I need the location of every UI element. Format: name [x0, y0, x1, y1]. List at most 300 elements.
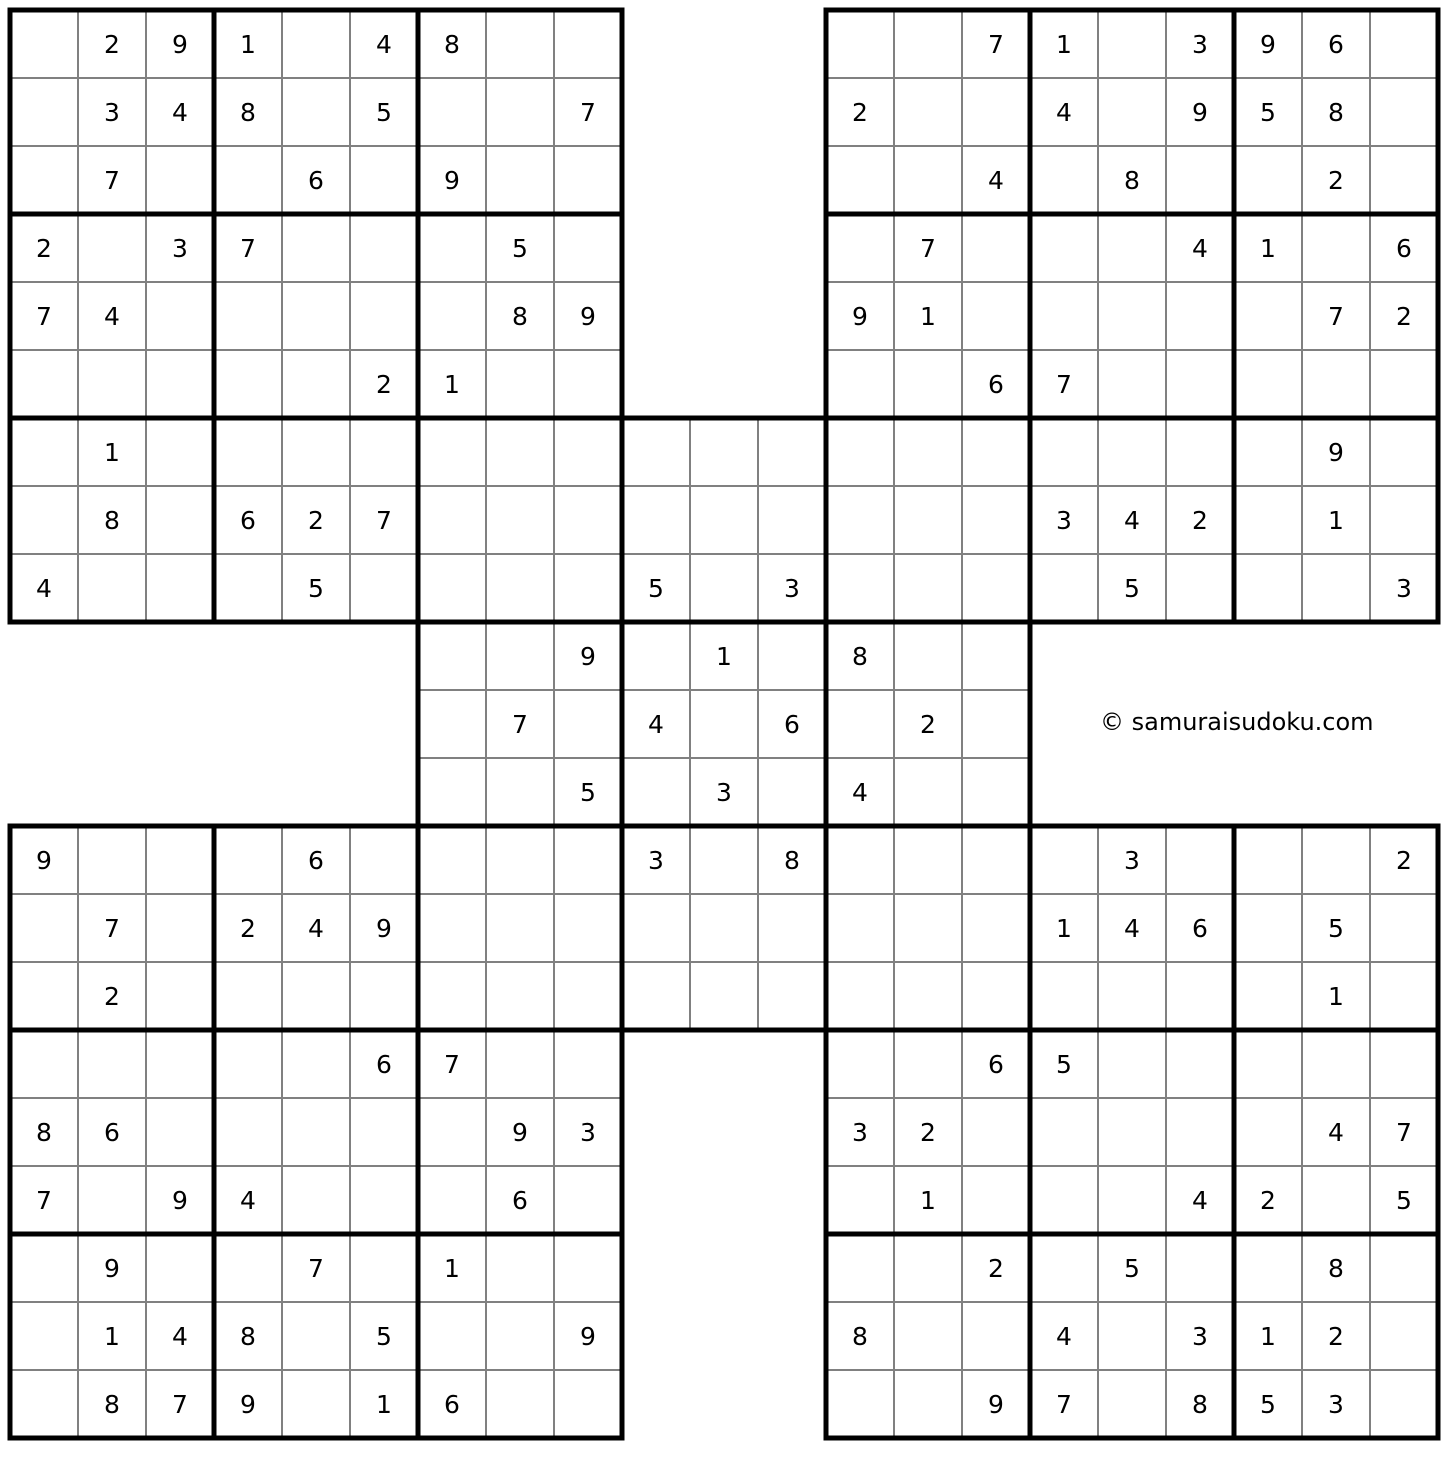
given-cell[interactable]: 4	[1030, 78, 1098, 146]
given-cell[interactable]: 7	[350, 486, 418, 554]
given-cell[interactable]: 9	[418, 146, 486, 214]
given-cell[interactable]: 5	[554, 758, 622, 826]
empty-cell[interactable]	[1370, 962, 1438, 1030]
empty-cell[interactable]	[894, 146, 962, 214]
empty-cell[interactable]	[486, 1030, 554, 1098]
given-cell[interactable]: 7	[10, 282, 78, 350]
empty-cell[interactable]	[1234, 1030, 1302, 1098]
empty-cell[interactable]	[894, 962, 962, 1030]
empty-cell[interactable]	[418, 282, 486, 350]
given-cell[interactable]: 9	[486, 1098, 554, 1166]
empty-cell[interactable]	[826, 1234, 894, 1302]
given-cell[interactable]: 5	[622, 554, 690, 622]
empty-cell[interactable]	[486, 962, 554, 1030]
given-cell[interactable]: 8	[1166, 1370, 1234, 1438]
given-cell[interactable]: 2	[1302, 1302, 1370, 1370]
empty-cell[interactable]	[1166, 418, 1234, 486]
empty-cell[interactable]	[1234, 1098, 1302, 1166]
given-cell[interactable]: 4	[1030, 1302, 1098, 1370]
empty-cell[interactable]	[10, 1234, 78, 1302]
given-cell[interactable]: 2	[1234, 1166, 1302, 1234]
empty-cell[interactable]	[350, 418, 418, 486]
empty-cell[interactable]	[1370, 350, 1438, 418]
given-cell[interactable]: 9	[78, 1234, 146, 1302]
given-cell[interactable]: 1	[894, 282, 962, 350]
empty-cell[interactable]	[826, 10, 894, 78]
empty-cell[interactable]	[486, 486, 554, 554]
empty-cell[interactable]	[962, 214, 1030, 282]
empty-cell[interactable]	[282, 418, 350, 486]
empty-cell[interactable]	[418, 826, 486, 894]
given-cell[interactable]: 5	[1030, 1030, 1098, 1098]
given-cell[interactable]: 2	[282, 486, 350, 554]
empty-cell[interactable]	[554, 146, 622, 214]
empty-cell[interactable]	[962, 1302, 1030, 1370]
given-cell[interactable]: 7	[78, 894, 146, 962]
empty-cell[interactable]	[350, 962, 418, 1030]
given-cell[interactable]: 1	[1234, 1302, 1302, 1370]
empty-cell[interactable]	[690, 962, 758, 1030]
empty-cell[interactable]	[146, 554, 214, 622]
empty-cell[interactable]	[554, 1166, 622, 1234]
given-cell[interactable]: 1	[1234, 214, 1302, 282]
empty-cell[interactable]	[826, 690, 894, 758]
empty-cell[interactable]	[10, 146, 78, 214]
empty-cell[interactable]	[214, 418, 282, 486]
given-cell[interactable]: 4	[962, 146, 1030, 214]
empty-cell[interactable]	[10, 78, 78, 146]
given-cell[interactable]: 8	[78, 1370, 146, 1438]
empty-cell[interactable]	[1098, 78, 1166, 146]
empty-cell[interactable]	[282, 214, 350, 282]
given-cell[interactable]: 3	[554, 1098, 622, 1166]
given-cell[interactable]: 6	[486, 1166, 554, 1234]
empty-cell[interactable]	[418, 894, 486, 962]
given-cell[interactable]: 9	[214, 1370, 282, 1438]
empty-cell[interactable]	[1030, 146, 1098, 214]
empty-cell[interactable]	[962, 1098, 1030, 1166]
empty-cell[interactable]	[1030, 1098, 1098, 1166]
empty-cell[interactable]	[282, 1030, 350, 1098]
empty-cell[interactable]	[1234, 1234, 1302, 1302]
given-cell[interactable]: 1	[690, 622, 758, 690]
given-cell[interactable]: 1	[1030, 894, 1098, 962]
empty-cell[interactable]	[282, 282, 350, 350]
given-cell[interactable]: 2	[78, 10, 146, 78]
empty-cell[interactable]	[962, 962, 1030, 1030]
empty-cell[interactable]	[690, 418, 758, 486]
empty-cell[interactable]	[78, 214, 146, 282]
given-cell[interactable]: 2	[10, 214, 78, 282]
empty-cell[interactable]	[418, 1166, 486, 1234]
empty-cell[interactable]	[1030, 1166, 1098, 1234]
empty-cell[interactable]	[1030, 282, 1098, 350]
empty-cell[interactable]	[214, 1030, 282, 1098]
empty-cell[interactable]	[214, 826, 282, 894]
empty-cell[interactable]	[418, 78, 486, 146]
empty-cell[interactable]	[486, 350, 554, 418]
given-cell[interactable]: 9	[554, 1302, 622, 1370]
given-cell[interactable]: 3	[1166, 10, 1234, 78]
given-cell[interactable]: 7	[1030, 1370, 1098, 1438]
empty-cell[interactable]	[894, 486, 962, 554]
empty-cell[interactable]	[554, 962, 622, 1030]
empty-cell[interactable]	[962, 894, 1030, 962]
empty-cell[interactable]	[1098, 1166, 1166, 1234]
given-cell[interactable]: 2	[894, 1098, 962, 1166]
empty-cell[interactable]	[554, 1370, 622, 1438]
given-cell[interactable]: 3	[622, 826, 690, 894]
empty-cell[interactable]	[418, 418, 486, 486]
empty-cell[interactable]	[1302, 214, 1370, 282]
empty-cell[interactable]	[622, 622, 690, 690]
empty-cell[interactable]	[962, 758, 1030, 826]
given-cell[interactable]: 7	[486, 690, 554, 758]
given-cell[interactable]: 1	[1030, 10, 1098, 78]
empty-cell[interactable]	[554, 690, 622, 758]
empty-cell[interactable]	[418, 1302, 486, 1370]
empty-cell[interactable]	[78, 554, 146, 622]
empty-cell[interactable]	[826, 962, 894, 1030]
empty-cell[interactable]	[10, 350, 78, 418]
empty-cell[interactable]	[1234, 282, 1302, 350]
empty-cell[interactable]	[690, 690, 758, 758]
empty-cell[interactable]	[1030, 826, 1098, 894]
given-cell[interactable]: 4	[10, 554, 78, 622]
empty-cell[interactable]	[1370, 1370, 1438, 1438]
empty-cell[interactable]	[1234, 962, 1302, 1030]
empty-cell[interactable]	[1098, 418, 1166, 486]
empty-cell[interactable]	[282, 10, 350, 78]
given-cell[interactable]: 6	[418, 1370, 486, 1438]
empty-cell[interactable]	[486, 1370, 554, 1438]
given-cell[interactable]: 7	[214, 214, 282, 282]
given-cell[interactable]: 8	[486, 282, 554, 350]
given-cell[interactable]: 3	[1098, 826, 1166, 894]
empty-cell[interactable]	[826, 486, 894, 554]
given-cell[interactable]: 4	[146, 78, 214, 146]
given-cell[interactable]: 4	[1166, 214, 1234, 282]
given-cell[interactable]: 7	[554, 78, 622, 146]
empty-cell[interactable]	[10, 1030, 78, 1098]
empty-cell[interactable]	[1370, 10, 1438, 78]
empty-cell[interactable]	[894, 622, 962, 690]
empty-cell[interactable]	[690, 486, 758, 554]
given-cell[interactable]: 5	[350, 1302, 418, 1370]
empty-cell[interactable]	[282, 1098, 350, 1166]
given-cell[interactable]: 2	[1302, 146, 1370, 214]
empty-cell[interactable]	[214, 350, 282, 418]
given-cell[interactable]: 4	[1302, 1098, 1370, 1166]
empty-cell[interactable]	[1370, 894, 1438, 962]
empty-cell[interactable]	[1302, 554, 1370, 622]
empty-cell[interactable]	[894, 554, 962, 622]
empty-cell[interactable]	[214, 554, 282, 622]
empty-cell[interactable]	[554, 10, 622, 78]
given-cell[interactable]: 3	[146, 214, 214, 282]
empty-cell[interactable]	[1166, 146, 1234, 214]
empty-cell[interactable]	[894, 894, 962, 962]
given-cell[interactable]: 9	[1234, 10, 1302, 78]
given-cell[interactable]: 6	[282, 146, 350, 214]
empty-cell[interactable]	[1166, 962, 1234, 1030]
given-cell[interactable]: 4	[350, 10, 418, 78]
empty-cell[interactable]	[10, 1302, 78, 1370]
given-cell[interactable]: 9	[962, 1370, 1030, 1438]
empty-cell[interactable]	[146, 1234, 214, 1302]
empty-cell[interactable]	[418, 690, 486, 758]
empty-cell[interactable]	[486, 146, 554, 214]
empty-cell[interactable]	[758, 758, 826, 826]
empty-cell[interactable]	[826, 146, 894, 214]
empty-cell[interactable]	[486, 1302, 554, 1370]
given-cell[interactable]: 6	[1370, 214, 1438, 282]
given-cell[interactable]: 3	[1302, 1370, 1370, 1438]
given-cell[interactable]: 9	[554, 622, 622, 690]
given-cell[interactable]: 2	[350, 350, 418, 418]
given-cell[interactable]: 1	[78, 418, 146, 486]
given-cell[interactable]: 4	[1166, 1166, 1234, 1234]
given-cell[interactable]: 6	[1302, 10, 1370, 78]
empty-cell[interactable]	[214, 146, 282, 214]
given-cell[interactable]: 8	[1302, 78, 1370, 146]
empty-cell[interactable]	[10, 894, 78, 962]
empty-cell[interactable]	[894, 1370, 962, 1438]
empty-cell[interactable]	[1030, 962, 1098, 1030]
given-cell[interactable]: 5	[350, 78, 418, 146]
empty-cell[interactable]	[1302, 350, 1370, 418]
empty-cell[interactable]	[826, 418, 894, 486]
empty-cell[interactable]	[894, 78, 962, 146]
empty-cell[interactable]	[758, 418, 826, 486]
empty-cell[interactable]	[826, 1370, 894, 1438]
empty-cell[interactable]	[146, 894, 214, 962]
empty-cell[interactable]	[1302, 826, 1370, 894]
given-cell[interactable]: 3	[826, 1098, 894, 1166]
empty-cell[interactable]	[894, 1030, 962, 1098]
empty-cell[interactable]	[1030, 1234, 1098, 1302]
given-cell[interactable]: 9	[1302, 418, 1370, 486]
empty-cell[interactable]	[350, 1098, 418, 1166]
given-cell[interactable]: 4	[826, 758, 894, 826]
given-cell[interactable]: 4	[78, 282, 146, 350]
empty-cell[interactable]	[282, 1166, 350, 1234]
given-cell[interactable]: 3	[690, 758, 758, 826]
given-cell[interactable]: 5	[1098, 1234, 1166, 1302]
empty-cell[interactable]	[350, 1166, 418, 1234]
empty-cell[interactable]	[486, 10, 554, 78]
given-cell[interactable]: 4	[1098, 894, 1166, 962]
empty-cell[interactable]	[486, 418, 554, 486]
given-cell[interactable]: 3	[1166, 1302, 1234, 1370]
empty-cell[interactable]	[10, 1370, 78, 1438]
given-cell[interactable]: 8	[418, 10, 486, 78]
empty-cell[interactable]	[758, 894, 826, 962]
given-cell[interactable]: 8	[826, 1302, 894, 1370]
empty-cell[interactable]	[418, 486, 486, 554]
given-cell[interactable]: 6	[350, 1030, 418, 1098]
empty-cell[interactable]	[826, 350, 894, 418]
empty-cell[interactable]	[146, 146, 214, 214]
given-cell[interactable]: 7	[78, 146, 146, 214]
empty-cell[interactable]	[1302, 1166, 1370, 1234]
given-cell[interactable]: 2	[826, 78, 894, 146]
empty-cell[interactable]	[1098, 1370, 1166, 1438]
given-cell[interactable]: 3	[1370, 554, 1438, 622]
empty-cell[interactable]	[690, 894, 758, 962]
empty-cell[interactable]	[894, 10, 962, 78]
empty-cell[interactable]	[1234, 146, 1302, 214]
given-cell[interactable]: 6	[1166, 894, 1234, 962]
empty-cell[interactable]	[554, 894, 622, 962]
empty-cell[interactable]	[1030, 418, 1098, 486]
empty-cell[interactable]	[554, 554, 622, 622]
empty-cell[interactable]	[10, 486, 78, 554]
empty-cell[interactable]	[826, 1030, 894, 1098]
empty-cell[interactable]	[826, 554, 894, 622]
given-cell[interactable]: 1	[214, 10, 282, 78]
given-cell[interactable]: 1	[418, 350, 486, 418]
given-cell[interactable]: 9	[146, 1166, 214, 1234]
empty-cell[interactable]	[622, 418, 690, 486]
empty-cell[interactable]	[146, 1098, 214, 1166]
empty-cell[interactable]	[826, 1166, 894, 1234]
empty-cell[interactable]	[962, 78, 1030, 146]
empty-cell[interactable]	[894, 1234, 962, 1302]
empty-cell[interactable]	[1370, 1234, 1438, 1302]
empty-cell[interactable]	[826, 894, 894, 962]
empty-cell[interactable]	[1234, 418, 1302, 486]
empty-cell[interactable]	[962, 690, 1030, 758]
given-cell[interactable]: 3	[1030, 486, 1098, 554]
empty-cell[interactable]	[486, 758, 554, 826]
empty-cell[interactable]	[350, 554, 418, 622]
given-cell[interactable]: 7	[418, 1030, 486, 1098]
given-cell[interactable]: 6	[962, 350, 1030, 418]
empty-cell[interactable]	[622, 894, 690, 962]
given-cell[interactable]: 2	[894, 690, 962, 758]
empty-cell[interactable]	[486, 554, 554, 622]
empty-cell[interactable]	[78, 350, 146, 418]
given-cell[interactable]: 6	[214, 486, 282, 554]
empty-cell[interactable]	[1234, 350, 1302, 418]
empty-cell[interactable]	[350, 826, 418, 894]
empty-cell[interactable]	[146, 1030, 214, 1098]
empty-cell[interactable]	[1098, 962, 1166, 1030]
empty-cell[interactable]	[350, 214, 418, 282]
given-cell[interactable]: 4	[622, 690, 690, 758]
given-cell[interactable]: 8	[1302, 1234, 1370, 1302]
given-cell[interactable]: 9	[146, 10, 214, 78]
empty-cell[interactable]	[486, 622, 554, 690]
empty-cell[interactable]	[1098, 214, 1166, 282]
empty-cell[interactable]	[894, 826, 962, 894]
given-cell[interactable]: 8	[78, 486, 146, 554]
given-cell[interactable]: 6	[78, 1098, 146, 1166]
given-cell[interactable]: 2	[962, 1234, 1030, 1302]
empty-cell[interactable]	[622, 486, 690, 554]
empty-cell[interactable]	[78, 1166, 146, 1234]
given-cell[interactable]: 7	[10, 1166, 78, 1234]
empty-cell[interactable]	[418, 554, 486, 622]
given-cell[interactable]: 4	[282, 894, 350, 962]
given-cell[interactable]: 8	[214, 78, 282, 146]
empty-cell[interactable]	[962, 622, 1030, 690]
empty-cell[interactable]	[1030, 214, 1098, 282]
empty-cell[interactable]	[1098, 1302, 1166, 1370]
given-cell[interactable]: 8	[826, 622, 894, 690]
empty-cell[interactable]	[214, 1098, 282, 1166]
given-cell[interactable]: 5	[1234, 1370, 1302, 1438]
given-cell[interactable]: 4	[146, 1302, 214, 1370]
empty-cell[interactable]	[214, 282, 282, 350]
empty-cell[interactable]	[418, 962, 486, 1030]
given-cell[interactable]: 4	[1098, 486, 1166, 554]
empty-cell[interactable]	[1166, 282, 1234, 350]
given-cell[interactable]: 7	[1030, 350, 1098, 418]
empty-cell[interactable]	[690, 826, 758, 894]
given-cell[interactable]: 7	[282, 1234, 350, 1302]
empty-cell[interactable]	[758, 622, 826, 690]
empty-cell[interactable]	[622, 758, 690, 826]
empty-cell[interactable]	[894, 418, 962, 486]
given-cell[interactable]: 2	[1370, 826, 1438, 894]
empty-cell[interactable]	[350, 1234, 418, 1302]
empty-cell[interactable]	[962, 418, 1030, 486]
empty-cell[interactable]	[1098, 1030, 1166, 1098]
empty-cell[interactable]	[1370, 486, 1438, 554]
empty-cell[interactable]	[1166, 554, 1234, 622]
empty-cell[interactable]	[1370, 146, 1438, 214]
empty-cell[interactable]	[418, 1098, 486, 1166]
empty-cell[interactable]	[1166, 1234, 1234, 1302]
empty-cell[interactable]	[214, 1234, 282, 1302]
given-cell[interactable]: 3	[78, 78, 146, 146]
empty-cell[interactable]	[282, 78, 350, 146]
given-cell[interactable]: 6	[962, 1030, 1030, 1098]
given-cell[interactable]: 9	[554, 282, 622, 350]
empty-cell[interactable]	[758, 962, 826, 1030]
given-cell[interactable]: 7	[146, 1370, 214, 1438]
empty-cell[interactable]	[350, 282, 418, 350]
empty-cell[interactable]	[554, 350, 622, 418]
given-cell[interactable]: 6	[282, 826, 350, 894]
empty-cell[interactable]	[146, 350, 214, 418]
given-cell[interactable]: 5	[1234, 78, 1302, 146]
empty-cell[interactable]	[486, 1234, 554, 1302]
empty-cell[interactable]	[554, 1234, 622, 1302]
empty-cell[interactable]	[1234, 826, 1302, 894]
empty-cell[interactable]	[1234, 894, 1302, 962]
given-cell[interactable]: 8	[758, 826, 826, 894]
empty-cell[interactable]	[962, 826, 1030, 894]
empty-cell[interactable]	[214, 962, 282, 1030]
empty-cell[interactable]	[146, 282, 214, 350]
empty-cell[interactable]	[78, 1030, 146, 1098]
given-cell[interactable]: 5	[1098, 554, 1166, 622]
empty-cell[interactable]	[146, 962, 214, 1030]
empty-cell[interactable]	[1234, 554, 1302, 622]
given-cell[interactable]: 1	[78, 1302, 146, 1370]
given-cell[interactable]: 2	[1370, 282, 1438, 350]
empty-cell[interactable]	[554, 214, 622, 282]
given-cell[interactable]: 6	[758, 690, 826, 758]
given-cell[interactable]: 3	[758, 554, 826, 622]
given-cell[interactable]: 9	[1166, 78, 1234, 146]
given-cell[interactable]: 1	[1302, 962, 1370, 1030]
given-cell[interactable]: 8	[1098, 146, 1166, 214]
given-cell[interactable]: 2	[1166, 486, 1234, 554]
